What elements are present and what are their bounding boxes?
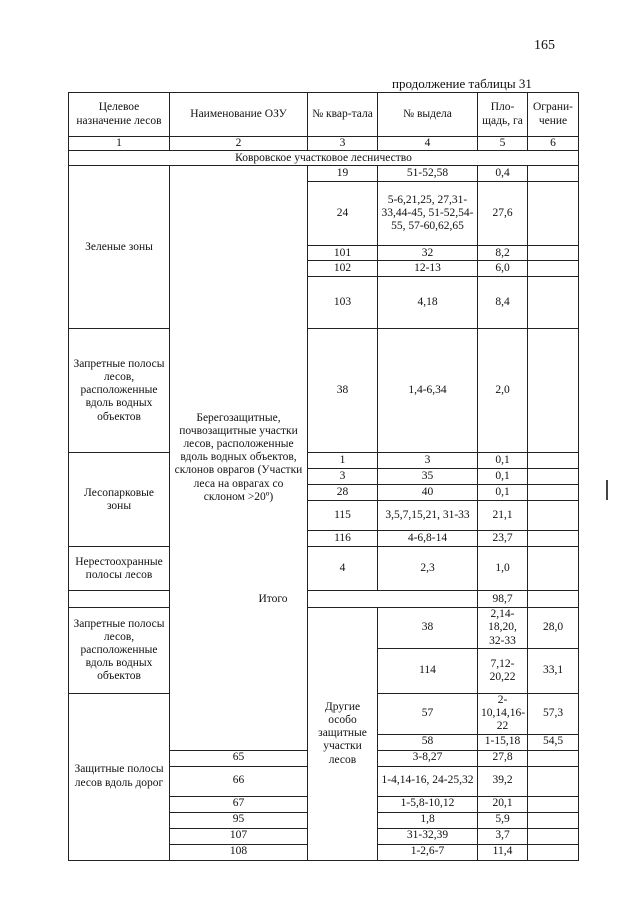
quarter-cell: 4	[308, 547, 378, 591]
area-cell: 5,9	[478, 812, 528, 828]
restriction-cell	[528, 547, 579, 591]
column-number: 1	[69, 137, 170, 151]
area-cell: 0,1	[478, 469, 528, 485]
table-row	[69, 608, 579, 649]
area-cell: 3,7	[478, 828, 528, 844]
forest-protection-table	[68, 92, 579, 861]
header-section: № выдела	[378, 93, 478, 137]
quarter-cell: 116	[308, 531, 378, 547]
quarter-cell: 19	[308, 166, 378, 182]
area-cell: 0,1	[478, 453, 528, 469]
total-area: 98,7	[478, 591, 528, 608]
area-cell: 23,7	[478, 531, 528, 547]
table-row	[69, 453, 579, 469]
section-cell: 5-6,21,25, 27,31-33,44-45, 51-52,54-55, 57-60,62,65	[378, 182, 478, 246]
purpose-road-strips: Защитные полосы лесов вдоль дорог	[69, 693, 170, 860]
quarter-cell: 102	[308, 261, 378, 277]
table-row	[69, 547, 579, 591]
restriction-cell	[528, 182, 579, 246]
forestry-name: Ковровское участковое лесничество	[69, 151, 579, 166]
section-cell: 1-2,6-7	[378, 844, 478, 860]
restriction-cell	[528, 750, 579, 766]
restriction-cell	[528, 766, 579, 796]
restriction-cell	[528, 166, 579, 182]
column-number: 6	[528, 137, 579, 151]
section-cell: 1-4,14-16, 24-25,32	[378, 766, 478, 796]
ozu-name-other-special: Другие особо защитные участки лесов	[308, 608, 378, 860]
section-cell: 4-6,8-14	[378, 531, 478, 547]
restriction-cell	[528, 261, 579, 277]
header-restriction: Ограни-чение	[528, 93, 579, 137]
section-cell: 2-10,14,16-22	[478, 693, 528, 734]
restriction-cell	[528, 591, 579, 608]
quarter-cell: 57	[378, 693, 478, 734]
area-cell: 11,4	[478, 844, 528, 860]
section-cell: 1-5,8-10,12	[378, 796, 478, 812]
purpose-forest-park-zones: Лесопарковые зоны	[69, 453, 170, 547]
restriction-cell	[528, 485, 579, 501]
quarter-cell: 108	[170, 844, 308, 860]
section-cell: 2,3	[378, 547, 478, 591]
purpose-restricted-strips-2: Запретные полосы лесов, расположенные вдоль водных объектов	[69, 608, 170, 694]
header-area: Пло-щадь, га	[478, 93, 528, 137]
forestry-row	[69, 151, 579, 166]
section-cell: 51-52,58	[378, 166, 478, 182]
section-cell: 12-13	[378, 261, 478, 277]
quarter-cell: 38	[378, 608, 478, 649]
purpose-green-zones: Зеленые зоны	[69, 166, 170, 329]
binding-mark	[606, 480, 608, 500]
quarter-cell: 103	[308, 277, 378, 329]
header-ozu-name: Наименование ОЗУ	[170, 93, 308, 137]
area-cell: 57,3	[528, 693, 579, 734]
section-cell: 3-8,27	[378, 750, 478, 766]
quarter-cell: 107	[170, 828, 308, 844]
section-cell: 1,8	[378, 812, 478, 828]
header-purpose: Целевое назначение лесов	[69, 93, 170, 137]
restriction-cell	[528, 246, 579, 261]
area-cell: 27,8	[478, 750, 528, 766]
section-cell: 4,18	[378, 277, 478, 329]
section-cell: 1-15,18	[478, 734, 528, 750]
quarter-cell: 3	[308, 469, 378, 485]
column-number: 4	[378, 137, 478, 151]
restriction-cell	[528, 501, 579, 531]
ozu-name-bank-protection: Берегозащитные, почвозащитные участки лесов, расположенные вдоль водных объектов, склонов оврагов (Участки леса на оврагах со склоном >20º)	[170, 166, 308, 750]
quarter-cell: 38	[308, 329, 378, 453]
section-cell: 40	[378, 485, 478, 501]
quarter-cell: 66	[170, 766, 308, 796]
total-row	[69, 591, 579, 608]
section-cell: 35	[378, 469, 478, 485]
section-cell: 3	[378, 453, 478, 469]
restriction-cell	[528, 531, 579, 547]
page-number: 165	[534, 38, 555, 53]
restriction-cell	[528, 329, 579, 453]
table-continuation-caption: продолжение таблицы 31	[392, 76, 532, 91]
column-number: 5	[478, 137, 528, 151]
column-number-row	[69, 137, 579, 151]
area-cell: 39,2	[478, 766, 528, 796]
restriction-cell	[528, 453, 579, 469]
section-cell: 31-32,39	[378, 828, 478, 844]
total-label: Итого	[69, 591, 478, 608]
quarter-cell: 28	[308, 485, 378, 501]
area-cell: 8,2	[478, 246, 528, 261]
restriction-cell	[528, 277, 579, 329]
area-cell: 1,0	[478, 547, 528, 591]
restriction-cell	[528, 469, 579, 485]
header-quarter: № квар-тала	[308, 93, 378, 137]
area-cell: 8,4	[478, 277, 528, 329]
section-cell: 7,12-20,22	[478, 648, 528, 693]
quarter-cell: 65	[170, 750, 308, 766]
purpose-restricted-strips: Запретные полосы лесов, расположенные вдоль водных объектов	[69, 329, 170, 453]
restriction-cell	[528, 828, 579, 844]
quarter-cell: 58	[378, 734, 478, 750]
section-cell: 32	[378, 246, 478, 261]
column-number: 3	[308, 137, 378, 151]
quarter-cell: 115	[308, 501, 378, 531]
restriction-cell	[528, 796, 579, 812]
table-row	[69, 329, 579, 453]
quarter-cell: 67	[170, 796, 308, 812]
table-row	[69, 166, 579, 182]
area-cell: 20,1	[478, 796, 528, 812]
area-cell: 21,1	[478, 501, 528, 531]
area-cell: 33,1	[528, 648, 579, 693]
restriction-cell	[528, 812, 579, 828]
area-cell: 0,1	[478, 485, 528, 501]
restriction-cell	[528, 844, 579, 860]
quarter-cell: 24	[308, 182, 378, 246]
purpose-spawning-strips: Нерестоохранные полосы лесов	[69, 547, 170, 591]
area-cell: 54,5	[528, 734, 579, 750]
area-cell: 27,6	[478, 182, 528, 246]
quarter-cell: 1	[308, 453, 378, 469]
area-cell: 0,4	[478, 166, 528, 182]
quarter-cell: 101	[308, 246, 378, 261]
header-row	[69, 93, 579, 137]
area-cell: 28,0	[528, 608, 579, 649]
section-cell: 1,4-6,34	[378, 329, 478, 453]
quarter-cell: 95	[170, 812, 308, 828]
section-cell: 2,14-18,20, 32-33	[478, 608, 528, 649]
area-cell: 2,0	[478, 329, 528, 453]
quarter-cell: 114	[378, 648, 478, 693]
area-cell: 6,0	[478, 261, 528, 277]
section-cell: 3,5,7,15,21, 31-33	[378, 501, 478, 531]
column-number: 2	[170, 137, 308, 151]
